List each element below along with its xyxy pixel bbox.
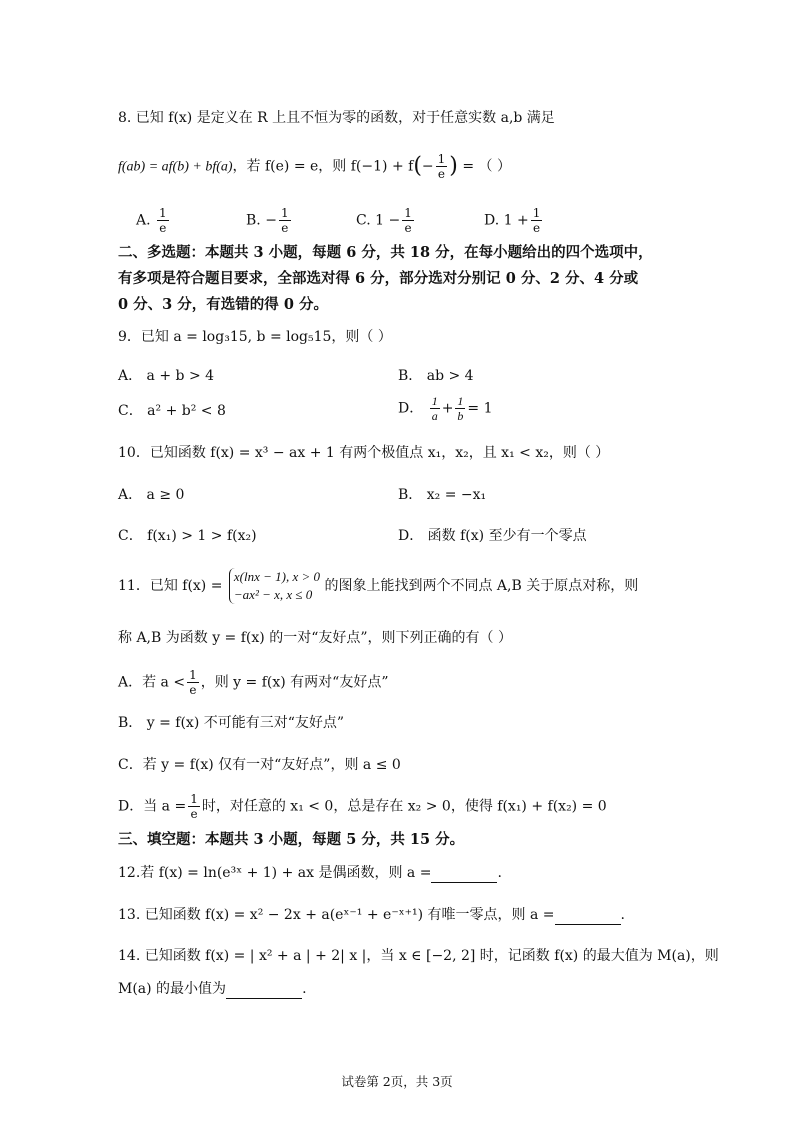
section2-heading-line1: 二、多选题：本题共 3 小题，每题 6 分，共 18 分，在每小题给出的四个选项中， (118, 244, 653, 261)
section2-heading-line3: 0 分、3 分，有选错的得 0 分。 (118, 296, 328, 313)
q11-option-a: A．若 a < $\frac{1}{e}$ ，则 y = f(x) 有两对“友好点” (118, 668, 389, 697)
q9-option-d: D． $\frac{1}{a}$ + $\frac{1}{b}$ = 1 (398, 394, 493, 423)
q8-option-c: C. 1 − $\frac{1}{e}$ (356, 206, 412, 235)
q8-answer-paren: = （ ） (462, 158, 511, 175)
q9-option-c: C． a² + b² < 8 (118, 403, 226, 419)
q8-stem-line1: 8. 已知 f(x) 是定义在 R 上且不恒为零的函数，对于任意实数 a,b 满足 (118, 110, 555, 126)
q11-option-d: D．当 a = $\frac{1}{e}$ 时，对任意的 x₁ < 0，总是存在 x₂ > 0，使得 f(x₁) + f(x₂) = 0 (118, 792, 607, 821)
page-footer: 试卷第 2页，共 3页 (341, 1074, 453, 1089)
q8-condition: ，若 f(e) = e，则 f(−1) + f (232, 158, 414, 175)
q9-option-a: A． a + b > 4 (118, 368, 215, 384)
q8-functional-equation: f(ab) = af(b) + bf(a) (118, 159, 233, 175)
q11-option-b: B． y = f(x) 不可能有三对“友好点” (118, 715, 345, 731)
q13-stem: 13. 已知函数 f(x) = x² − 2x + a(eˣ⁻¹ + e⁻ˣ⁺¹) 有唯一零点，则 a = . (118, 904, 625, 925)
q10-option-c: C． f(x₁) > 1 > f(x₂) (118, 528, 257, 544)
section2-heading-line2: 有多项是符合题目要求，全部选对得 6 分，部分选对分别记 0 分、2 分、4 分或 (118, 270, 639, 287)
q14-stem-line2: M(a) 的最小值为 . (118, 978, 307, 999)
q8-stem-line2: f(ab) = af(b) + bf(a)，若 f(e) = e，则 f(−1) + f(− $\frac{1}{e}$ ) = （ ） (118, 152, 511, 181)
q10-option-a: A． a ≥ 0 (118, 487, 185, 503)
q8-option-b: B. − $\frac{1}{e}$ (246, 206, 289, 235)
q8-option-a: A. $\frac{1}{e}$ (136, 206, 167, 235)
q12-answer-blank[interactable] (431, 862, 497, 883)
q10-option-d: D． 函数 f(x) 至少有一个零点 (398, 528, 587, 544)
q14-answer-blank[interactable] (226, 978, 302, 999)
q11-stem-line1: 11．已知 f(x) = x(lnx − 1), x > 0 −ax² − x, x ≤ 0 的图象上能找到两个不同点 A,B 关于原点对称，则 (118, 569, 639, 602)
section3-heading: 三、填空题：本题共 3 小题，每题 5 分，共 15 分。 (118, 831, 465, 848)
q8-fraction: $\frac{1}{e}$ (437, 152, 446, 181)
q8-option-d: D. 1 + $\frac{1}{e}$ (484, 206, 541, 235)
q10-stem: 10．已知函数 f(x) = x³ − ax + 1 有两个极值点 x₁，x₂，且 x₁ < x₂，则（ ） (118, 445, 610, 461)
q13-answer-blank[interactable] (555, 904, 621, 925)
q14-stem-line1: 14. 已知函数 f(x) = | x² + a | + 2| x |，当 x ∈ [−2, 2] 时，记函数 f(x) 的最大值为 M(a)，则 (118, 948, 719, 964)
q10-option-b: B． x₂ = −x₁ (398, 487, 487, 503)
q9-stem: 9．已知 a = log₃15, b = log₅15，则（ ） (118, 329, 392, 345)
q12-stem: 12.若 f(x) = ln(e³ˣ + 1) + ax 是偶函数，则 a = . (118, 862, 502, 883)
q11-stem-line2: 称 A,B 为函数 y = f(x) 的一对“友好点”，则下列正确的有（ ） (118, 630, 512, 646)
q11-option-c: C．若 y = f(x) 仅有一对“友好点”，则 a ≤ 0 (118, 757, 401, 773)
q9-option-b: B． ab > 4 (398, 368, 474, 384)
q11-piecewise: x(lnx − 1), x > 0 −ax² − x, x ≤ 0 (229, 568, 320, 604)
